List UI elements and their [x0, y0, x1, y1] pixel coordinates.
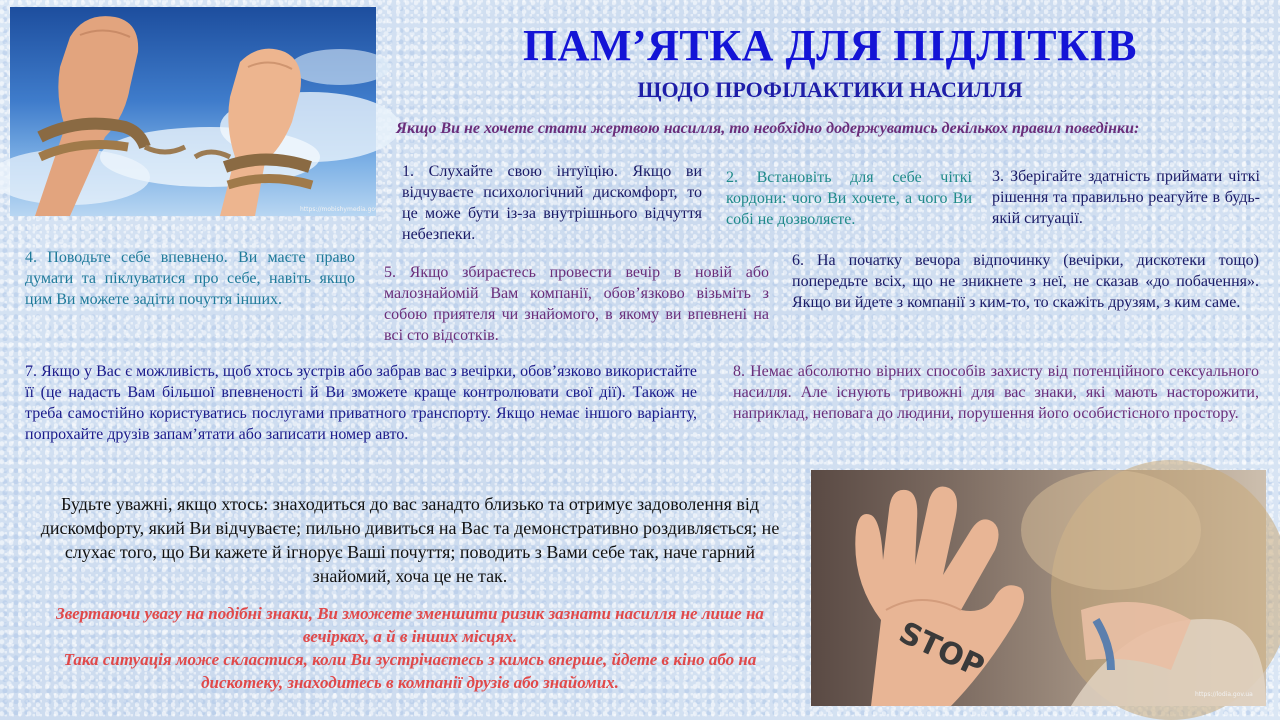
stop-hand-image: [811, 470, 1266, 706]
broken-rope-hands-image: [10, 7, 388, 216]
closing-line-1: Звертаючи увагу на подібні знаки, Ви зможете зменшити ризик зазнати насилля не лише на вечірках, а й в інших місцях.: [56, 604, 764, 646]
rule-8: 8. Немає абсолютно вірних способів захисту від потенційного сексуального насилля. Але існують тривожні для вас знаки, які мають насторожити, наприклад, неповага до людини, порушення його особистісного простору.: [733, 363, 1259, 422]
warning-signs-text: Будьте уважні, якщо хтось: знаходиться до вас занадто близько та отримує задоволення від дискомфорту, який Ви відчуваєте; пильно дивиться на Вас та демонстративно роздивляється; не слухає того, що Ви кажете й ігнорує Ваші почуття; поводить з Вами себе так, наче гарний знайомий, хоча це не так.: [40, 494, 780, 586]
closing-line-2: Така ситуація може скластися, коли Ви зустрічаєтесь з кимсь вперше, йдете в кіно або на дискотеку, знаходитесь в компанії друзів або знайомих.: [63, 650, 757, 692]
closing-advice: [40, 602, 780, 694]
hands-illustration: [10, 7, 376, 216]
stop-label: STOP: [893, 615, 990, 685]
stop-hand-illustration: [811, 470, 1266, 706]
intro-text: Якщо Ви не хочете стати жертвою насилля, то необхідно додержуватись декількох правил поведінки:: [396, 120, 1140, 137]
hands-image-watermark: https://mobishymedia.gov.ua: [300, 206, 388, 213]
stop-image-watermark: https://lodia.gov.ua: [1195, 691, 1253, 698]
rule-3: 3. Зберігайте здатність приймати чіткі рішення та правильно реагуйте в будь-якій ситуації.: [992, 168, 1260, 227]
rule-4: 4. Поводьте себе впевнено. Ви маєте право думати та піклуватися про себе, навіть якщо цим Ви можете задіти почуття інших.: [25, 249, 355, 308]
page-title: ПАМ’ЯТКА ДЛЯ ПІДЛІТКІВ: [522, 21, 1138, 70]
rule-2: 2. Встановіть для себе чіткі кордони: чого Ви хочете, а чого Ви собі не дозволяєте.: [726, 169, 972, 228]
rule-7: 7. Якщо у Вас є можливість, щоб хтось зустрів або забрав вас з вечірки, обов’язково використайте її (це надасть Вам більшої впевненості й Ви зможете краще контролювати свої дії). Також не треба самостійно користуватись послугами приватного транспорту. Якщо немає іншого варіанту, попрохайте друзів запам’ятати або записати номер авто.: [25, 363, 697, 443]
page-subtitle: ЩОДО ПРОФІЛАКТИКИ НАСИЛЛЯ: [637, 77, 1023, 102]
rule-1: 1. Слухайте свою інтуїцію. Якщо ви відчуваєте психологічний дискомфорт, то це може бути із-за внутрішнього відчуття небезпеки.: [402, 163, 702, 243]
rule-6: 6. На початку вечора відпочинку (вечірки, дискотеки тощо) попередьте всіх, що не зникнете з неї, не сказав «до побачення». Якщо ви йдете з компанії з ким-то, то скажіть друзям, з ким саме.: [792, 252, 1259, 311]
rule-5: 5. Якщо збираєтесь провести вечір в новій або малознайомій Вам компанії, обов’язково візьміть з собою приятеля чи знайомого, в якому ви впевнені на всі сто відсотків.: [384, 264, 769, 344]
